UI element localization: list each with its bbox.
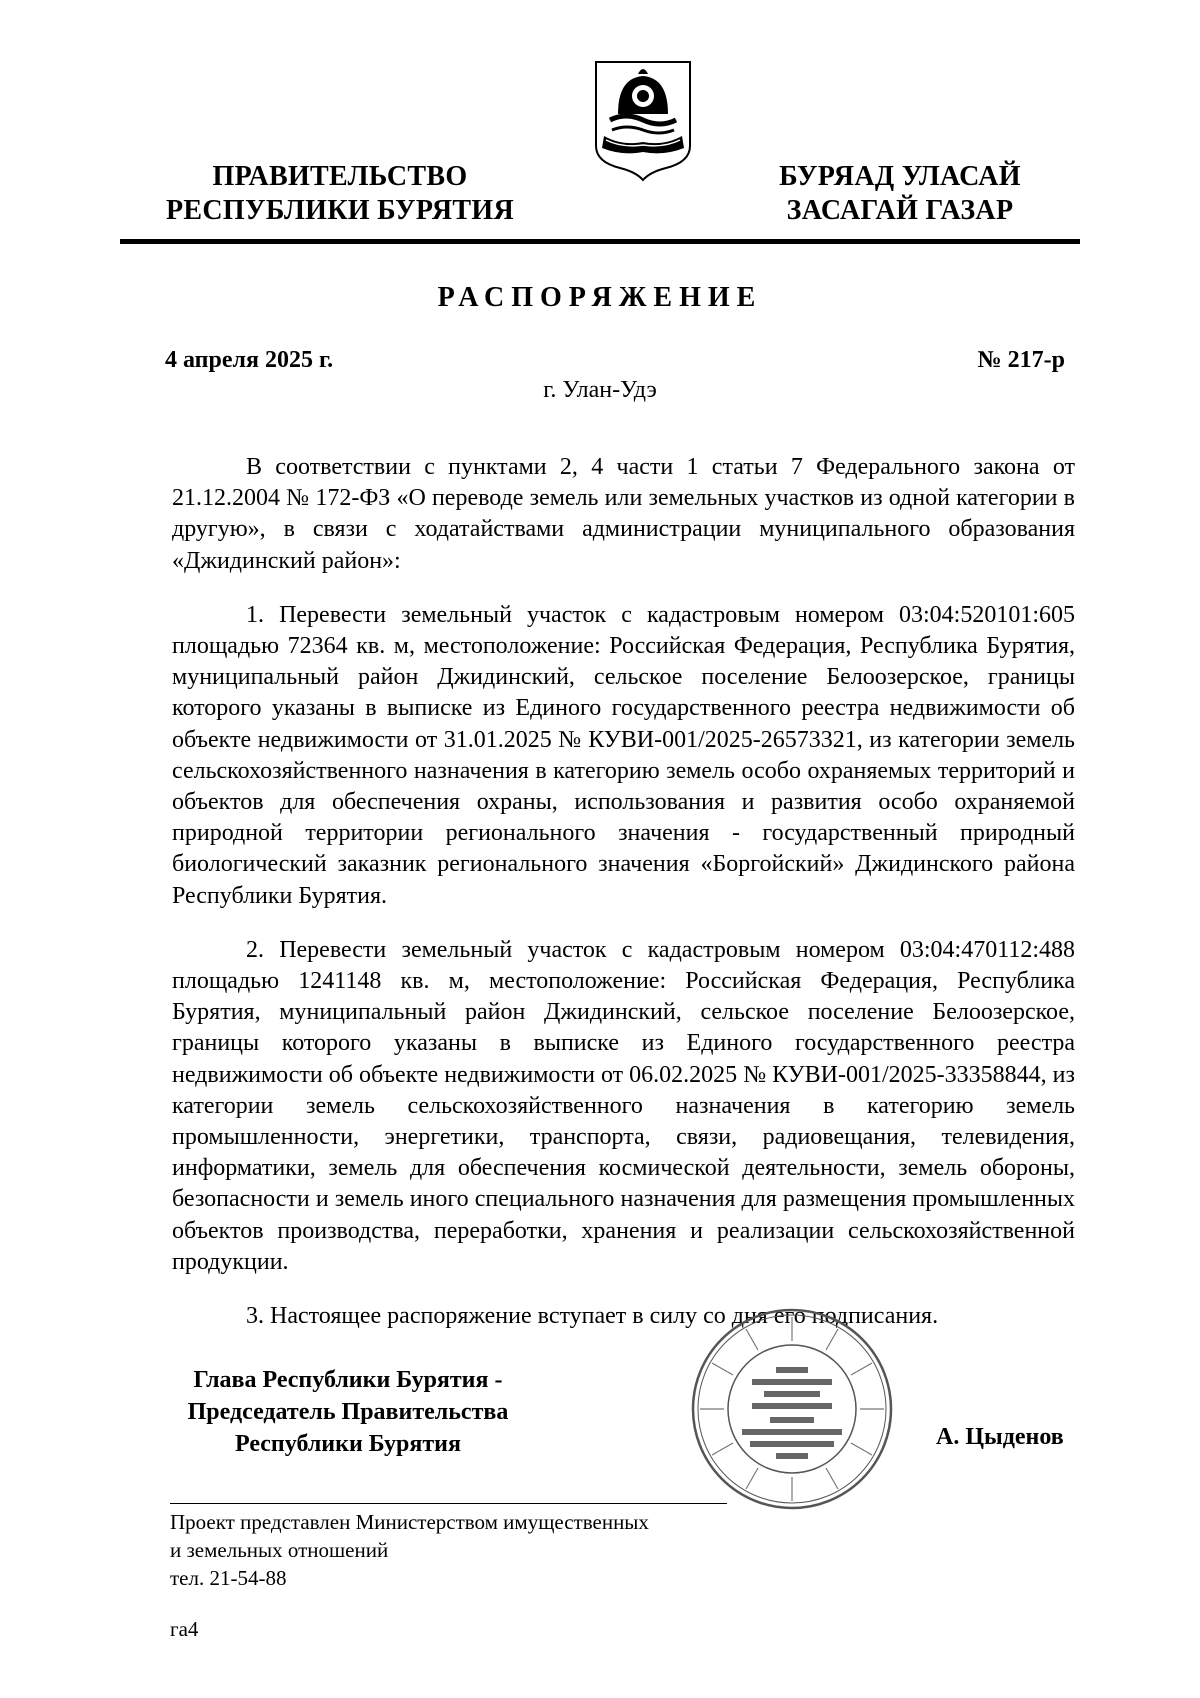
signatory-title-line1: Глава Республики Бурятия -	[193, 1367, 503, 1393]
paragraph-item-1: 1. Перевести земельный участок с кадастровым номером 03:04:520101:605 площадью 72364 кв. м, местоположение: Российская Федерация, Республика Бурятия, муниципальный район Джидинский, сельское поселение Белоозерское, границы которого указаны в выписке из Единого государственного реестра недвижимости об объекте недвижимости от 31.01.2025 № КУВИ-001/2025-26573321, из категории земель сельскохозяйственного назначения в категорию земель особо охраняемых территорий и объектов для обеспечения охраны, использования и развития особо охраняемой природной территории регионального значения - государственный природный биологический заказник регионального значения «Боргойский» Джидинского района Республики Бурятия.	[172, 601, 1075, 909]
document-city: г. Улан-Удэ	[543, 377, 657, 403]
header-right-line1: БУРЯАД УЛАСАЙ	[779, 161, 1021, 192]
signatory-title-line2: Председатель Правительства	[187, 1399, 509, 1425]
signatory-title	[168, 1364, 528, 1460]
footer-divider	[170, 1503, 727, 1504]
official-stamp	[690, 1307, 894, 1511]
document-body	[172, 452, 1075, 1355]
document-type: РАСПОРЯЖЕНИЕ	[437, 282, 763, 313]
paragraph-item-2: 2. Перевести земельный участок с кадастровым номером 03:04:470112:488 площадью 1241148 кв. м, местоположение: Российская Федерация, Республика Бурятия, муниципальный район Джидинский, сельское поселение Белоозерское, границы которого указаны в выписке из Единого государственного реестра недвижимости об объекте недвижимости от 06.02.2025 № КУВИ-001/2025-33358844, из категории земель сельскохозяйственного назначения в категорию земель промышленности, энергетики, транспорта, связи, радиовещания, телевидения, информатики, земель для обеспечения космической деятельности, земель обороны, безопасности и земель иного специального назначения для размещения промышленных объектов производства, переработки, хранения и реализации сельскохозяйственной продукции.	[172, 936, 1075, 1275]
header-divider	[120, 239, 1080, 244]
header-right	[760, 160, 1040, 228]
footer-note	[170, 1508, 649, 1592]
footer-phone: тел. 21-54-88	[170, 1566, 287, 1590]
paragraph-intro: В соответствии с пунктами 2, 4 части 1 статьи 7 Федерального закона от 21.12.2004 № 172-ФЗ «О переводе земель или земельных участков из одной категории в другую», в связи с ходатайствами администрации муниципального образования «Джидинский район»:	[172, 454, 1075, 574]
document-date: 4 апреля 2025 г.	[165, 347, 334, 373]
header-left-line1: ПРАВИТЕЛЬСТВО	[212, 161, 468, 192]
footer-line1: Проект представлен Министерством имущественных	[170, 1510, 649, 1534]
header-right-line2: ЗАСАГАЙ ГАЗАР	[786, 195, 1014, 226]
signatory-title-line3: Республики Бурятия	[234, 1431, 461, 1457]
coat-of-arms-icon	[592, 56, 694, 182]
header-left	[160, 160, 520, 228]
paragraph-item-3: 3. Настоящее распоряжение вступает в силу со дня его подписания.	[246, 1303, 939, 1330]
header-left-line2: РЕСПУБЛИКИ БУРЯТИЯ	[166, 195, 514, 226]
document-code: га4	[170, 1617, 199, 1641]
signatory-name: А. Цыденов	[936, 1424, 1064, 1450]
footer-line2: и земельных отношений	[170, 1538, 389, 1562]
document-number: № 217-р	[977, 347, 1065, 373]
